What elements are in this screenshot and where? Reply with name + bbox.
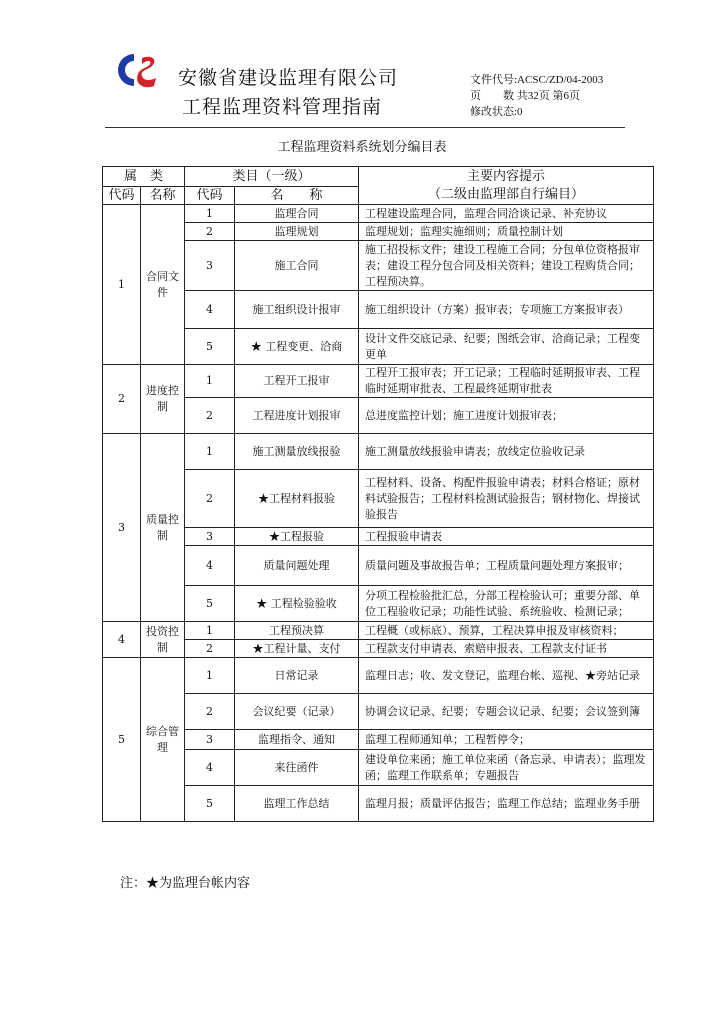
item-name: 监理规划 (235, 223, 359, 241)
item-content: 工程款支付申请表、索赔申报表、工程款支付证书 (359, 640, 654, 658)
item-code: 3 (185, 241, 235, 291)
header-content (359, 167, 654, 205)
table-row (103, 223, 654, 241)
item-name: 施工合同 (235, 241, 359, 291)
item-content: 施工测量放线报验申请表；放线定位验收记录 (359, 434, 654, 470)
group-name: 合同文件 (141, 205, 185, 365)
company-logo (112, 50, 160, 90)
group-name: 进度控制 (141, 365, 185, 434)
item-content: 分项工程检验批汇总，分部工程检验认可；重要分部、单位工程验收记录；功能性试验、系统验收、检测记录； (359, 586, 654, 622)
item-name: 来往函件 (235, 750, 359, 786)
item-name: ★ 工程检验验收 (235, 586, 359, 622)
group-code: 4 (103, 622, 141, 658)
group-code: 2 (103, 365, 141, 434)
item-content: 施工招投标文件；建设工程施工合同；分包单位资格报审表；建设工程分包合同及相关资料；建设工程购货合同；工程预决算。 (359, 241, 654, 291)
table-row (103, 622, 654, 640)
item-code: 1 (185, 205, 235, 223)
table-row (103, 586, 654, 622)
item-code: 1 (185, 434, 235, 470)
group-code: 3 (103, 434, 141, 622)
item-content: 监理月报；质量评估报告；监理工作总结；监理业务手册 (359, 786, 654, 822)
table-row (103, 730, 654, 750)
group-code: 1 (103, 205, 141, 365)
header-sub-code: 代码 (185, 187, 235, 205)
item-name: ★工程计量、支付 (235, 640, 359, 658)
revision-status: 修改状态:0 (470, 106, 523, 118)
table-row (103, 241, 654, 291)
guide-title: 工程监理资料管理指南 (182, 96, 383, 118)
item-code: 2 (185, 223, 235, 241)
table-row (103, 205, 654, 223)
group-name: 质量控制 (141, 434, 185, 622)
item-name: ★工程报验 (235, 528, 359, 546)
item-content: 监理工程师通知单；工程暂停令； (359, 730, 654, 750)
item-content: 监理规划；监理实施细则；质量控制计划 (359, 223, 654, 241)
group-name: 综合管理 (141, 658, 185, 822)
table-row (103, 434, 654, 470)
item-content: 工程开工报审表；开工记录；工程临时延期报审表、工程临时延期审批表、工程最终延期审批表 (359, 365, 654, 398)
item-name: 监理工作总结 (235, 786, 359, 822)
group-name: 投资控制 (141, 622, 185, 658)
item-code: 1 (185, 658, 235, 694)
item-code: 5 (185, 786, 235, 822)
header-code: 代码 (103, 187, 141, 205)
item-code: 1 (185, 622, 235, 640)
item-code: 3 (185, 528, 235, 546)
table-row (103, 291, 654, 329)
document-title: 工程监理资料系统划分编目表 (277, 140, 447, 155)
item-name: 日常记录 (235, 658, 359, 694)
item-content: 施工组织设计（方案）报审表；专项施工方案报审表） (359, 291, 654, 329)
item-content: 设计文件交底记录、纪要；图纸会审、洽商记录；工程变更单 (359, 329, 654, 365)
table-row (103, 750, 654, 786)
doc-code: 文件代号:ACSC/ZD/04-2003 (470, 74, 604, 86)
item-content: 质量问题及事故报告单；工程质量问题处理方案报审； (359, 546, 654, 586)
item-name: 工程预决算 (235, 622, 359, 640)
table-row (103, 398, 654, 434)
item-name: 施工测量放线报验 (235, 434, 359, 470)
table-row (103, 786, 654, 822)
table-row (103, 694, 654, 730)
header-content-note: （二级由监理部自行编目） (428, 186, 585, 202)
item-code: 4 (185, 546, 235, 586)
table-row (103, 546, 654, 586)
document-meta (470, 72, 603, 120)
footnote: 注：★为监理台帐内容 (120, 876, 251, 891)
item-name: 施工组织设计报审 (235, 291, 359, 329)
catalog-table (102, 166, 654, 822)
header-category: 属 类 (103, 167, 185, 187)
table-row (103, 658, 654, 694)
item-code: 2 (185, 470, 235, 528)
item-content: 工程材料、设备、构配件报验申请表；材料合格证；原材料试验报告；工程材料检测试验报告；钢材物化、焊接试验报告 (359, 470, 654, 528)
item-content: 总进度监控计划；施工进度计划报审表； (359, 398, 654, 434)
group-code: 5 (103, 658, 141, 822)
item-code: 2 (185, 694, 235, 730)
item-name: 监理合同 (235, 205, 359, 223)
item-code: 4 (185, 291, 235, 329)
item-name: 工程进度计划报审 (235, 398, 359, 434)
header-subcategory: 类目（一级） (185, 167, 359, 187)
item-code: 5 (185, 586, 235, 622)
item-code: 4 (185, 750, 235, 786)
item-content: 工程建设监理合同，监理合同洽谈记录、补充协议 (359, 205, 654, 223)
item-name: 会议纪要（记录） (235, 694, 359, 730)
header-sub-name: 名 称 (235, 187, 359, 205)
item-code: 5 (185, 329, 235, 365)
item-name: 质量问题处理 (235, 546, 359, 586)
table-row (103, 329, 654, 365)
item-content: 建设单位来函；施工单位来函（备忘录、申请表）；监理发函；监理工作联系单；专题报告 (359, 750, 654, 786)
item-content: 工程概（或标底）、预算，工程决算申报及审核资料； (359, 622, 654, 640)
header-divider (105, 127, 625, 128)
item-code: 2 (185, 398, 235, 434)
item-content: 监理日志；收、发文登记，监理台帐、巡视、★旁站记录 (359, 658, 654, 694)
item-name: ★工程材料报验 (235, 470, 359, 528)
item-code: 2 (185, 640, 235, 658)
header-name: 名称 (141, 187, 185, 205)
table-row (103, 470, 654, 528)
item-name: ★ 工程变更、洽商 (235, 329, 359, 365)
item-name: 工程开工报审 (235, 365, 359, 398)
item-code: 3 (185, 730, 235, 750)
item-content: 工程报验申请表 (359, 528, 654, 546)
item-content: 协调会议记录、纪要；专题会议记录、纪要；会议签到簿 (359, 694, 654, 730)
header-content-title: 主要内容提示 (467, 168, 546, 184)
table-row (103, 528, 654, 546)
page-info: 页 数 共32页 第6页 (470, 90, 580, 102)
item-code: 1 (185, 365, 235, 398)
item-name: 监理指令、通知 (235, 730, 359, 750)
table-row (103, 640, 654, 658)
company-name: 安徽省建设监理有限公司 (178, 67, 399, 89)
table-row (103, 365, 654, 398)
